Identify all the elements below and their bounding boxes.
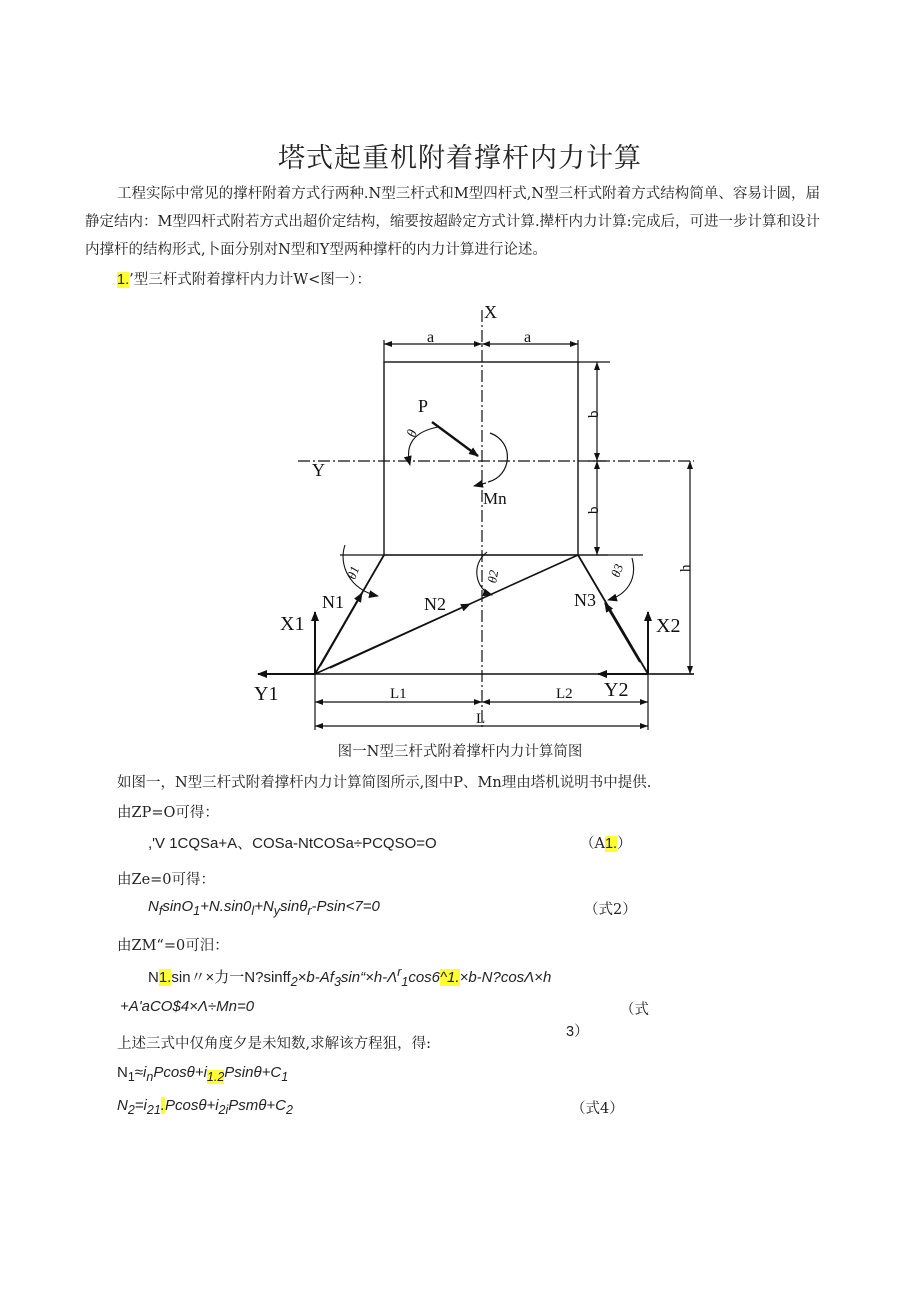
tower-section — [384, 362, 578, 555]
intro-paragraph: 工程实际中常见的撑杆附着方式行两种.N型三杆式和M型四杆式,N型三杆式附着方式结构简单、容易计圆，届静定结内：M型四杆式附若方式出超价定结构，缩要按超龄定方式计算.撵杆内力计算:完成后，可进一步计算和设计内撑杆的结构形式,卜面分别对N型和Y型两种撑杆的内力计算进行论述。 — [85, 186, 820, 258]
label-l2: L2 — [556, 686, 573, 702]
condition-3: 由ZM“=0可汨： — [117, 938, 229, 954]
moment-mn — [488, 433, 507, 482]
equation-3-tag-b: 3） — [566, 1024, 589, 1040]
label-n3: N3 — [574, 590, 596, 610]
label-b-bottom: b — [586, 506, 602, 514]
label-h: h — [678, 564, 694, 572]
equation-1: ,'V 1CQSa+A、COSa-NtCOSa÷PCQSO=O — [148, 835, 437, 852]
equation-4a: $N_1\approx i_nPcos\theta+i_{1.2}Psin\theta+C_1$ — [117, 1064, 289, 1084]
section-1-number: 1. — [117, 272, 130, 288]
solution-paragraph: 上述三式中仅角度夕是未知数,求解该方程狙，得: — [117, 1036, 431, 1052]
figure-1-caption: 图一N型三杆式附着撑杆内力计算简图 — [337, 744, 583, 760]
label-theta3: θ3 — [607, 561, 627, 580]
label-x2: X2 — [656, 615, 681, 637]
label-y2: Y2 — [604, 679, 629, 701]
equation-1-tag: （A1.） — [580, 836, 632, 852]
label-a-left: a — [427, 329, 435, 346]
label-theta2: θ2 — [484, 568, 502, 585]
label-theta: θ — [404, 427, 422, 440]
label-p: P — [418, 396, 429, 416]
label-x: X — [484, 302, 497, 322]
section-1-heading — [117, 268, 371, 289]
label-l: L — [476, 711, 486, 727]
label-y: Y — [312, 460, 325, 480]
label-l1: L1 — [390, 686, 407, 702]
equation-2: $N_f\sin O_1+N.\sin 0_l+N_y\sin\theta_r-Psin<7=0$ — [148, 898, 380, 918]
label-mn: Mn — [483, 489, 507, 508]
page-title: 塔式起重机附着撑杆内力计算 — [278, 143, 642, 175]
label-y1: Y1 — [254, 683, 279, 705]
figure-1-diagram — [0, 290, 920, 740]
label-a-right: a — [524, 329, 532, 346]
equation-3-tag-a: （式 — [620, 1002, 649, 1018]
condition-1: 由ZP=O可得： — [117, 805, 219, 821]
label-x1: X1 — [280, 613, 305, 635]
label-b-top: b — [586, 410, 602, 418]
equation-4b: $N_2=i_{21}.Pcos\theta+i_{2i}Psm\theta+C_2$ — [117, 1097, 293, 1117]
label-n1: N1 — [322, 592, 344, 612]
equation-3: N1.sin〃×力一$N?sinff_2\times b-Af_3\sin“\times h-\Lambda^r_1\cos 6\^{}1.\times b-N?\cos\Lambda\times h$ — [148, 965, 552, 989]
section-1-text: ’型三杆式附着撑杆内力计W<图一）： — [129, 272, 372, 288]
label-n2: N2 — [424, 594, 446, 614]
equation-4-tag: （式4） — [571, 1101, 624, 1117]
label-theta1: θ1 — [343, 563, 363, 582]
figure-description: 如图一，N型三杆式附着撑杆内力计算简图所示,图中P、Mn理由塔机说明书中提供. — [117, 775, 652, 791]
equation-2-tag: （式2） — [584, 902, 637, 918]
condition-2: 由Ze=0可得： — [117, 872, 216, 888]
equation-3-continued: +A'aCO$4×Λ÷Mn=0 — [120, 998, 255, 1015]
force-p — [432, 422, 478, 456]
